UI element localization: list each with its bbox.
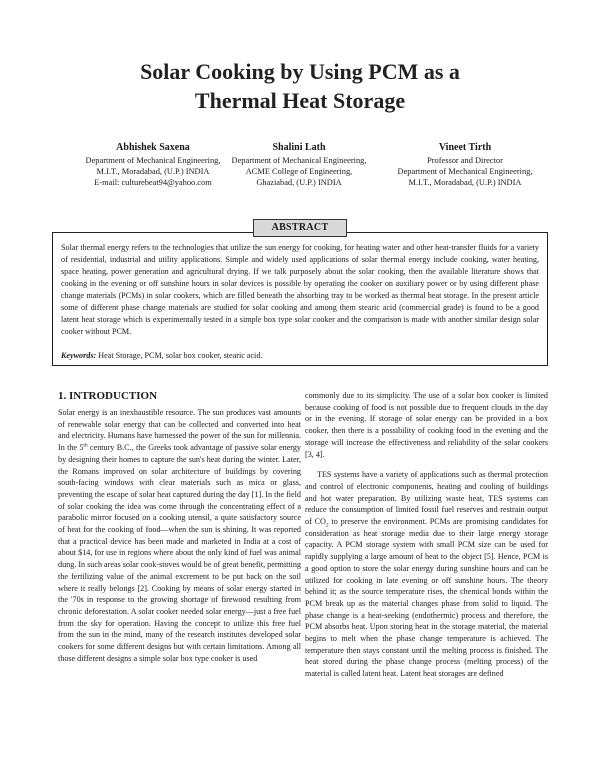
paragraph: Solar energy is an inexhaustible resource. The sun produces vast amounts of renewable solar energy that can be collected and converted into heat and electricity. Humans have harnessed the power of the sun for millennia. In the 5th century B.C., the Greeks took advantage of passive solar energy by designing their homes to capture the sun's heat during the winter. Later, the Romans improved on solar architecture of buildings by covering south-facing windows with clear materials such as mica or glass, preventing the escape of solar heat captured during the day [1]. In the field of solar cooking the idea was come through the concentrating effect of a parabolic mirror focused on a cooking utensil, a quite satisfactory source of heat for the cooking of food—when the sun is shining. It was reported that a practical device has been made and marketed in India at a cost of about $14, for use in regions where about the only kind of fuel was animal dung. In such areas solar cook-stoves would be of great benefit, permitting the fertilizing value of the animal excrement to be put back on the soil where it really belongs [2]. Cooking by means of solar energy started in the '70s in response to the growing shortage of firewood resulting from chronic deforestation. A solar cooker needed solar energy—just a free fuel from the sky for operation. Having the concept to utilize this free fuel from the sun in the mind, many of the research institutes developed solar cookers for some different designs but with certain limitations. Among all those different designs a simple solar box type cooker is used [58,408,302,663]
title-line-1: Solar Cooking by Using PCM as a [140,59,460,84]
author-affiliation-line: Department of Mechanical Engineering, [85,156,221,165]
author-name: Shalini Lath [272,142,326,153]
author-affiliation-line: Professor and Director [427,156,503,165]
author-affiliation-line: Department of Mechanical Engineering, [231,156,367,165]
title-line-2: Thermal Heat Storage [194,88,406,113]
author-affiliation-line: Department of Mechanical Engineering, [397,167,533,176]
author-email: E-mail: culturebeat94@yahoo.com [94,178,212,187]
author-affiliation-line: Ghaziabad, (U.P.) INDIA [256,178,342,187]
abstract-heading: ABSTRACT [253,219,347,237]
paper-title [40,57,560,115]
author-name: Abhishek Saxena [116,142,190,153]
keywords-list: Heat Storage, PCM, solar box cooker, stearic acid. [96,351,263,360]
body-column-right [305,390,548,680]
author-name: Vineet Tirth [438,142,492,153]
author-block [0,141,600,196]
author-affiliation-line: ACME College of Engineering, [245,167,353,176]
abstract-box [52,232,548,366]
paragraph: commonly due to its simplicity. The use of a solar box cooker is limited because cooking of food is not possible due to frequent clouds in the day or in the evening. If storage of solar energy can be provided in a box cooker, then there is a possibility of cooking food in the evening and the storage will increase the effectiveness and reliability of the solar cookers [3, 4]. [305,391,548,459]
author-affiliation-line: M.I.T., Moradabad, (U.P.) INDIA [408,178,522,187]
body-column-left [58,407,301,664]
section-heading-introduction: 1. INTRODUCTION [58,390,158,402]
keywords [61,350,539,362]
author-3 [365,141,565,188]
keywords-label: Keywords: [61,351,97,360]
paragraph: TES systems have a variety of applications such as thermal protection and control of electronic components, heating and cooling of buildings and hot water preparation. By utilizing waste heat, TES systems can reduce the consumption of limited fossil fuel reserves and restrain output of $CO_2$ to preserve the environment. PCMs are promising candidates for consideration as heat storage media due to their large energy storage capacity. A PCM storage system with small PCM size can be used for rapidly supplying a large amount of heat to the object [5]. Hence, PCM is a good option to store the solar energy during sunshine hours and can be utilized for cooking in late evening or off sunshine hours. The theory behind it; as the source temperature rises, the chemical bonds within the PCM break up as the material changes phase from solid to liquid. The phase change is a heat-seeking (endothermic) process and therefore, the PCM absorbs heat. Upon storing heat in the storage material, the material begins to melt when the phase change temperature is achieved. The temperature then stays constant until the melting process is finished. The heat stored during the phase change process (melting process) of the material is called latent heat. Latent heat storages are defined [305,470,548,679]
abstract-text: Solar thermal energy refers to the technologies that utilize the sun energy for cooking, for heating water and other heat-transfer fluids for a variety of residential, industrial and utility applications. Simple and widely used applications of solar thermal energy include cooking, water heating, space heating, power generation and agricultural drying. If we talk purposely about the solar cooking, then the available literature shows that cooking in the evening or off sunshine hours in solar devices is possible by operating the cooker on auxiliary power or by using different phase change materials (PCMs) in solar cookers, which are filled beneath the absorbing tray to be worked as thermal heat storage. In the present article some of different phase change materials are studied for solar cooking and among them stearic acid (commercial grade) is found to be a good latent heat storage which is experimentally tested in a simple box type solar cooker and the comparison is made with another similar design solar cooker without PCM. [61,243,539,336]
author-affiliation-line: M.I.T., Moradabad, (U.P.) INDIA [96,167,210,176]
